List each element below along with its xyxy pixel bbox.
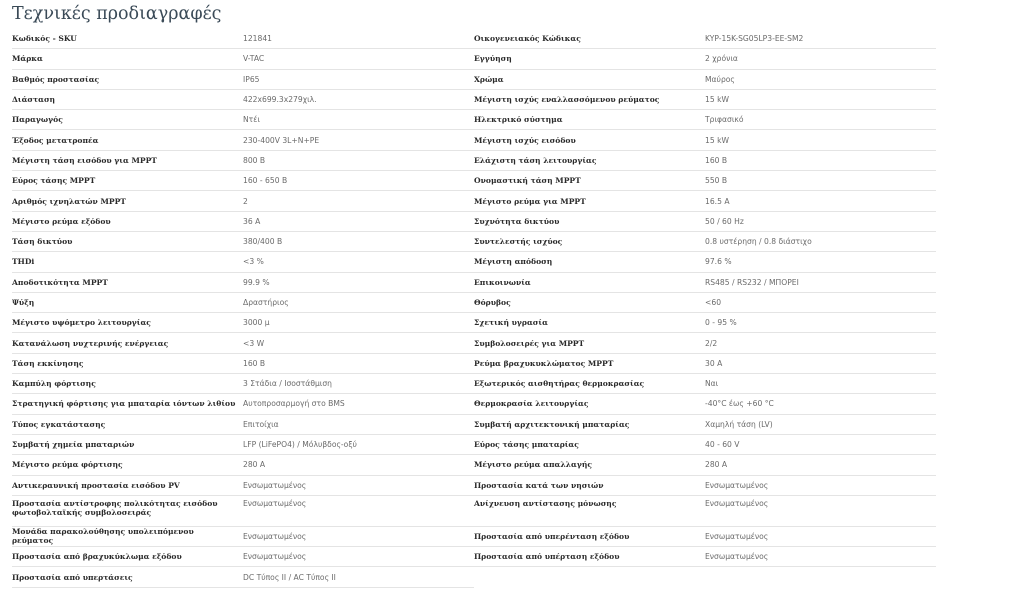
spec-value: Ενσωματωμένος — [705, 480, 769, 490]
spec-value: 160 Β — [705, 155, 728, 165]
spec-value: RS485 / RS232 / ΜΠΟΡΕΙ — [705, 277, 799, 287]
spec-label: Διάσταση — [12, 95, 56, 105]
spec-value: 280 Α — [705, 460, 728, 470]
spec-label: Προστασία αντίστροφης πολικότητας εισόδου φωτοβολταϊκής συμβολοσειράς — [12, 498, 218, 517]
spec-row — [474, 70, 936, 90]
spec-label: Μέγιστη τάση εισόδου για MPPT — [12, 155, 157, 165]
spec-row — [474, 476, 936, 496]
spec-row — [12, 547, 474, 567]
spec-value: Τριφασικό — [705, 115, 744, 125]
spec-row — [474, 273, 936, 293]
spec-row — [12, 313, 474, 333]
spec-label: Μέγιστη απόδοση — [474, 257, 553, 267]
spec-label: Θόρυβος — [474, 298, 511, 307]
spec-label: Μέγιστο ρεύμα για MPPT — [474, 196, 586, 206]
spec-value: 3 Στάδια / Ισοστάθμιση — [243, 379, 332, 389]
spec-value: Μαύρος — [705, 74, 735, 84]
spec-value: 40 - 60 V — [705, 440, 740, 450]
spec-row — [12, 354, 474, 374]
spec-label: Εγγύηση — [474, 54, 512, 64]
spec-value: <60 — [705, 298, 722, 307]
spec-row — [12, 212, 474, 232]
spec-label: THDi — [12, 257, 35, 267]
spec-row — [12, 252, 474, 272]
spec-label: Αντικεραυνική προστασία εισόδου PV — [12, 480, 180, 490]
spec-row — [12, 70, 474, 90]
spec-label: Μάρκα — [12, 54, 43, 64]
spec-label: Προστασία από υπερτάσεις — [12, 572, 133, 582]
spec-label: Σχετική υγρασία — [474, 318, 548, 328]
spec-row — [12, 232, 474, 252]
spec-value: 2 χρόνια — [705, 54, 738, 64]
spec-label: Εύρος τάσης μπαταρίας — [474, 440, 579, 450]
spec-value: 160 Β — [243, 358, 266, 368]
spec-value: 16.5 Α — [705, 196, 730, 206]
spec-value: 3000 μ — [243, 318, 270, 328]
spec-label: Μέγιστη ισχύς εναλλασσόμενου ρεύματος — [474, 95, 660, 105]
spec-label: Παραγωγός — [12, 115, 63, 125]
spec-row — [12, 567, 474, 587]
spec-label: Αριθμός ιχνηλατών MPPT — [12, 196, 126, 206]
spec-row — [474, 455, 936, 475]
spec-value: Ενσωματωμένος — [243, 498, 307, 508]
spec-row — [474, 415, 936, 435]
spec-column-left — [12, 29, 474, 588]
spec-row — [474, 333, 936, 353]
spec-row — [474, 212, 936, 232]
spec-value: IP65 — [243, 74, 260, 84]
spec-row — [12, 476, 474, 496]
spec-value: V-TAC — [243, 54, 265, 64]
spec-label: Τάση δικτύου — [12, 237, 73, 247]
spec-label: Ψύξη — [12, 298, 35, 307]
spec-row — [474, 496, 936, 527]
spec-value: 30 Α — [705, 358, 723, 368]
spec-row — [12, 273, 474, 293]
spec-row — [474, 90, 936, 110]
spec-value: 15 kW — [705, 135, 729, 145]
spec-value: DC Τύπος II / AC Τύπος II — [243, 572, 336, 582]
spec-value: <3 W — [243, 338, 265, 348]
spec-row — [474, 49, 936, 69]
spec-value: 97.6 % — [705, 257, 732, 267]
spec-row — [474, 293, 936, 313]
spec-label: Θερμοκρασία λειτουργίας — [474, 399, 589, 409]
spec-value: KYP-15K-SG05LP3-EE-SM2 — [705, 34, 804, 44]
spec-row — [12, 130, 474, 150]
spec-row — [12, 293, 474, 313]
spec-label: Προστασία κατά των νησιών — [474, 480, 604, 490]
spec-label: Στρατηγική φόρτισης για μπαταρία ιόντων λιθίου — [12, 399, 236, 409]
spec-label: Μονάδα παρακολούθησης υπολειπόμενου ρεύματος — [12, 527, 194, 546]
spec-row — [474, 130, 936, 150]
spec-row — [12, 191, 474, 211]
page-title: Τεχνικές προδιαγραφές — [12, 4, 222, 24]
spec-row — [12, 90, 474, 110]
spec-value: Αυτοπροσαρμογή στο BMS — [243, 399, 345, 409]
spec-row — [12, 49, 474, 69]
spec-label: Συμβατή χημεία μπαταριών — [12, 440, 135, 450]
spec-label: Οικογενειακός Κώδικας — [474, 34, 581, 44]
spec-row — [12, 394, 474, 414]
spec-row — [474, 527, 936, 547]
spec-label: Ανίχνευση αντίστασης μόνωσης — [474, 498, 617, 508]
spec-value: Ενσωματωμένος — [243, 480, 307, 490]
spec-label: Τύπος εγκατάστασης — [12, 419, 106, 429]
spec-value: <3 % — [243, 257, 264, 267]
spec-row — [474, 110, 936, 130]
spec-row — [474, 374, 936, 394]
spec-value: LFP (LiFePO4) / Μόλυβδος-οξύ — [243, 440, 357, 450]
spec-row — [474, 435, 936, 455]
spec-label: Μέγιστο ρεύμα εξόδου — [12, 216, 111, 226]
spec-label: Συμβατή αρχιτεκτονική μπαταρίας — [474, 419, 630, 429]
spec-value: Ενσωματωμένος — [705, 498, 769, 508]
spec-value: 99.9 % — [243, 277, 270, 287]
spec-table — [12, 29, 936, 588]
spec-value: Ενσωματωμένος — [243, 552, 307, 562]
spec-label: Ελάχιστη τάση λειτουργίας — [474, 155, 597, 165]
spec-label: Μέγιστο υψόμετρο λειτουργίας — [12, 318, 151, 328]
spec-row — [474, 171, 936, 191]
spec-row — [474, 151, 936, 171]
spec-label: Προστασία από υπέρταση εξόδου — [474, 552, 620, 562]
spec-label: Ονομαστική τάση MPPT — [474, 176, 581, 186]
spec-label: Συμβολοσειρές για MPPT — [474, 338, 585, 348]
spec-row — [12, 435, 474, 455]
spec-value: 280 Α — [243, 460, 266, 470]
spec-value: 50 / 60 Hz — [705, 216, 744, 226]
spec-label: Κατανάλωση νυχτερινής ενέργειας — [12, 338, 169, 348]
spec-row — [12, 333, 474, 353]
spec-value: 800 Β — [243, 155, 266, 165]
spec-value: 550 Β — [705, 176, 728, 186]
spec-row — [474, 191, 936, 211]
spec-label: Ρεύμα βραχυκυκλώματος MPPT — [474, 358, 614, 368]
spec-label: Μέγιστη ισχύς εισόδου — [474, 135, 576, 145]
spec-value: 0 - 95 % — [705, 318, 737, 328]
spec-label: Έξοδος μετατροπέα — [12, 135, 99, 145]
spec-row — [474, 232, 936, 252]
spec-label: Προστασία από υπερένταση εξόδου — [474, 531, 630, 541]
spec-row — [474, 313, 936, 333]
spec-value: 2 — [243, 196, 248, 206]
spec-label: Τάση εκκίνησης — [12, 358, 84, 368]
spec-value: -40°C έως +60 °C — [705, 399, 774, 409]
spec-label: Εύρος τάσης MPPT — [12, 176, 96, 186]
spec-label: Καμπύλη φόρτισης — [12, 379, 96, 389]
spec-label: Αποδοτικότητα MPPT — [12, 277, 108, 287]
spec-row — [12, 110, 474, 130]
spec-value: 230-400V 3L+N+PE — [243, 135, 320, 145]
spec-value: 121841 — [243, 34, 272, 44]
spec-row — [474, 547, 936, 567]
spec-value: 160 - 650 Β — [243, 176, 288, 186]
spec-value: 0.8 υστέρηση / 0.8 διάστιχο — [705, 237, 812, 247]
spec-column-right — [474, 29, 936, 588]
spec-row — [12, 415, 474, 435]
spec-row — [12, 171, 474, 191]
spec-label: Συντελεστής ισχύος — [474, 237, 563, 247]
spec-label: Μέγιστο ρεύμα φόρτισης — [12, 460, 123, 470]
spec-row — [12, 374, 474, 394]
spec-value: 36 Α — [243, 216, 261, 226]
spec-label: Συχνότητα δικτύου — [474, 216, 560, 226]
spec-row — [474, 394, 936, 414]
spec-label: Επικοινωνία — [474, 277, 531, 287]
spec-value: 2/2 — [705, 338, 718, 348]
spec-label: Εξωτερικός αισθητήρας θερμοκρασίας — [474, 379, 645, 389]
spec-value: Ενσωματωμένος — [705, 552, 769, 562]
spec-row — [12, 151, 474, 171]
spec-label: Μέγιστο ρεύμα απαλλαγής — [474, 460, 593, 470]
spec-value: 422x699.3x279χιλ. — [243, 95, 317, 105]
spec-row — [12, 496, 474, 527]
spec-row — [12, 29, 474, 49]
spec-label: Κωδικός - SKU — [12, 34, 77, 44]
spec-row — [474, 252, 936, 272]
spec-label: Βαθμός προστασίας — [12, 74, 100, 84]
spec-value: Ναι — [705, 379, 719, 389]
spec-row — [12, 527, 474, 547]
spec-value: Ντέι — [243, 115, 260, 125]
spec-value: Δραστήριος — [243, 298, 289, 307]
spec-row — [474, 29, 936, 49]
spec-row — [12, 455, 474, 475]
spec-value: Ενσωματωμένος — [705, 531, 769, 541]
spec-label: Προστασία από βραχυκύκλωμα εξόδου — [12, 552, 182, 562]
spec-label: Ηλεκτρικό σύστημα — [474, 115, 563, 125]
spec-value: 380/400 Β — [243, 237, 283, 247]
spec-value: Ενσωματωμένος — [243, 531, 307, 541]
spec-row — [474, 354, 936, 374]
spec-value: Χαμηλή τάση (LV) — [705, 419, 773, 429]
spec-value: Επιτοίχια — [243, 419, 279, 429]
spec-value: 15 kW — [705, 95, 729, 105]
spec-label: Χρώμα — [474, 74, 504, 84]
